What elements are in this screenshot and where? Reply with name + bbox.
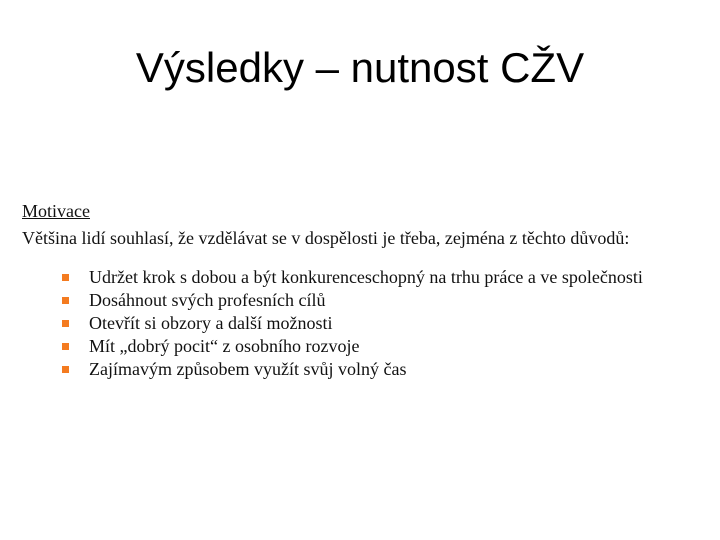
bullet-text: Zajímavým způsobem využít svůj volný čas xyxy=(89,359,407,379)
bullet-text: Mít „dobrý pocit“ z osobního rozvoje xyxy=(89,336,360,356)
bullet-text: Dosáhnout svých profesních cílů xyxy=(89,290,326,310)
bullet-item xyxy=(62,335,712,358)
bullet-text: Udržet krok s dobou a být konkurenceschopný na trhu práce a ve společnosti xyxy=(89,267,643,287)
square-bullet-icon xyxy=(62,366,69,373)
square-bullet-icon xyxy=(62,297,69,304)
square-bullet-icon xyxy=(62,343,69,350)
square-bullet-icon xyxy=(62,274,69,281)
slide-title: Výsledky – nutnost CŽV xyxy=(135,44,585,91)
intro-text: Většina lidí souhlasí, že vzdělávat se v dospělosti je třeba, zejména z těchto důvodů: xyxy=(22,228,630,248)
section-heading: Motivace xyxy=(22,201,90,221)
bullet-list xyxy=(22,266,712,381)
square-bullet-icon xyxy=(62,320,69,327)
bullet-item xyxy=(62,266,712,289)
bullet-item xyxy=(62,312,712,335)
slide-content xyxy=(22,200,712,381)
bullet-text: Otevřít si obzory a další možnosti xyxy=(89,313,333,333)
bullet-item xyxy=(62,289,712,312)
bullet-item xyxy=(62,358,712,381)
